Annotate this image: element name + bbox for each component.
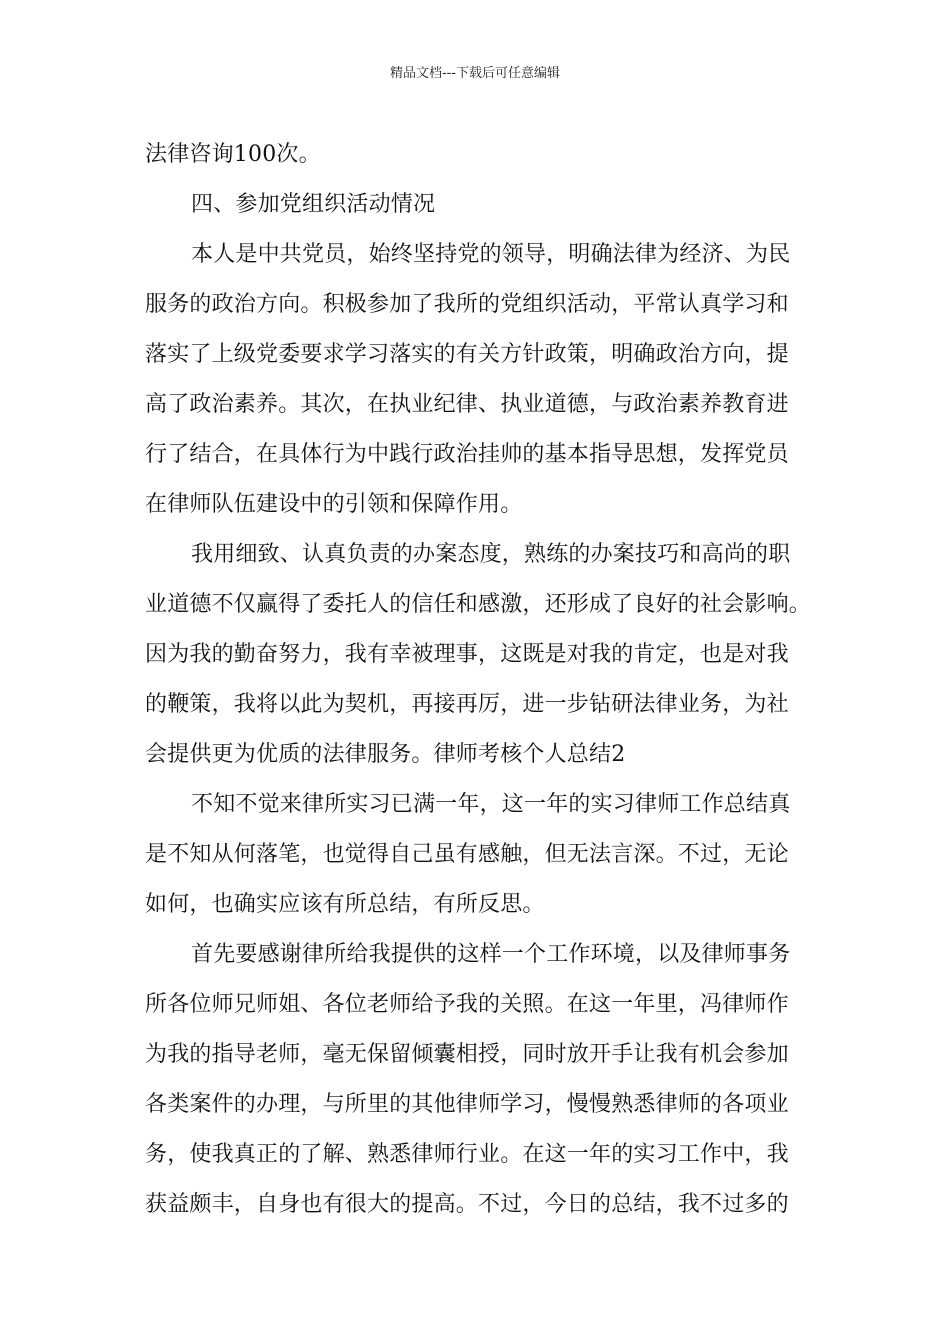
text-line: 首先要感谢律所给我提供的这样一个工作环境，以及律师事务 <box>191 942 791 967</box>
text-line: 服务的政治方向。积极参加了我所的党组织活动，平常认真学习和 <box>145 292 789 317</box>
text-line: 本人是中共党员，始终坚持党的领导，明确法律为经济、为民 <box>191 242 791 267</box>
text-line: 不知不觉来律所实习已满一年，这一年的实习律师工作总结真 <box>191 792 791 817</box>
text-line: 会提供更为优质的法律服务。律师考核个人总结2 <box>145 742 626 767</box>
text-line: 高了政治素养。其次，在执业纪律、执业道德，与政治素养教育进 <box>145 392 789 417</box>
text-line: 因为我的勤奋努力，我有幸被理事，这既是对我的肯定，也是对我 <box>145 642 789 667</box>
text-line: 获益颇丰，自身也有很大的提高。不过，今日的总结，我不过多的 <box>145 1192 789 1217</box>
text-line: 所各位师兄师姐、各位老师给予我的关照。在这一年里，冯律师作 <box>145 992 789 1017</box>
text-line: 为我的指导老师，毫无保留倾囊相授，同时放开手让我有机会参加 <box>145 1042 789 1067</box>
text-line: 如何，也确实应该有所总结，有所反思。 <box>145 892 545 917</box>
text-line: 在律师队伍建设中的引领和保障作用。 <box>145 492 523 517</box>
section-heading: 四、参加党组织活动情况 <box>191 192 436 217</box>
page-header: 精品文档---下载后可任意编辑 <box>389 66 561 81</box>
text-line: 法律咨询100次。 <box>145 142 321 167</box>
text-line: 的鞭策，我将以此为契机，再接再厉，进一步钻研法律业务，为社 <box>145 692 789 717</box>
text-line: 行了结合，在具体行为中践行政治挂帅的基本指导思想，发挥党员 <box>145 442 789 467</box>
text-line: 落实了上级党委要求学习落实的有关方针政策，明确政治方向，提 <box>145 342 789 367</box>
text-line: 是不知从何落笔，也觉得自己虽有感触，但无法言深。不过，无论 <box>145 842 789 867</box>
text-line: 务，使我真正的了解、熟悉律师行业。在这一年的实习工作中，我 <box>145 1142 789 1167</box>
text-line: 我用细致、认真负责的办案态度，熟练的办案技巧和高尚的职 <box>191 542 791 567</box>
text-line: 业道德不仅赢得了委托人的信任和感激，还形成了良好的社会影响。 <box>145 592 812 617</box>
document-body <box>145 130 812 1230</box>
text-line: 各类案件的办理，与所里的其他律师学习，慢慢熟悉律师的各项业 <box>145 1092 789 1117</box>
